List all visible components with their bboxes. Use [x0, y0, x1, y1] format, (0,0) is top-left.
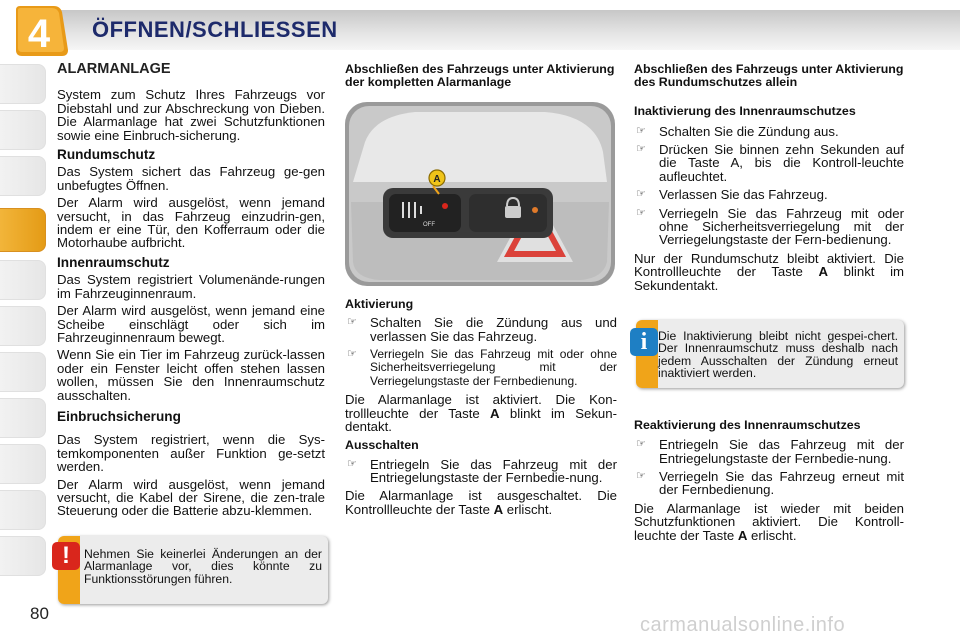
- pointing-hand-icon: ☞: [636, 188, 646, 201]
- section-heading: Abschließen des Fahrzeugs unter Aktivierung der kompletten Alarmanlage: [345, 62, 615, 90]
- paragraph: Die Alarmanlage ist ausgeschaltet. Die Kontrollleuchte der Taste A erlischt.: [345, 488, 617, 517]
- key-a-label: A: [433, 174, 441, 185]
- pointing-hand-icon: ☞: [347, 316, 357, 329]
- column-full-alarm-body: [345, 298, 617, 520]
- paragraph: Der Alarm wird ausgelöst, wenn jemand versucht, die Kabel der Sirene, die zen-trale Steuerung oder die Batterie abzu-klemmen.: [57, 476, 325, 519]
- subheading: Ausschalten: [345, 438, 419, 453]
- off-label: OFF: [423, 222, 435, 228]
- chapter-tab[interactable]: [0, 536, 46, 576]
- warning-note: [58, 536, 328, 604]
- paragraph: Der Alarm wird ausgelöst, wenn jemand eine Scheibe einschlägt oder sich im Fahrzeuginnenraum bewegt.: [57, 303, 325, 345]
- chapter-tab[interactable]: [0, 398, 46, 438]
- chapter-tab[interactable]: [0, 260, 46, 300]
- paragraph: Wenn Sie ein Tier im Fahrzeug zurück-lassen oder ein Fenster leicht offen stehen lassen wollen, müssen Sie den Innenraumschutz ausschalten.: [57, 347, 325, 403]
- paragraph: System zum Schutz Ihres Fahrzeugs vor Diebstahl und zur Abschreckung von Dieben. Die Alarmanlage hat zwei Schutzfunktionen sowie eine Einbruch-sicherung.: [57, 87, 325, 143]
- chapter-tab[interactable]: [0, 64, 46, 104]
- pointing-hand-icon: ☞: [636, 124, 646, 137]
- alarm-button-illustration: [345, 102, 615, 286]
- list-item: ☞ Drücken Sie binnen zehn Sekunden auf die Taste A, bis die Kontroll-leuchte aufleuchtet.: [636, 142, 904, 184]
- warning-text: Nehmen Sie keinerlei Änderungen an der Alarmanlage vor, dies könnte zu Funktionsstörungen führen.: [84, 547, 322, 586]
- list-item: ☞ Verlassen Sie das Fahrzeug.: [636, 187, 828, 203]
- column-perimeter-only: [634, 63, 904, 296]
- chapter-tab-active[interactable]: [0, 208, 46, 252]
- chapter-tab[interactable]: [0, 490, 46, 530]
- list-item: ☞ Schalten Sie die Zündung aus.: [636, 123, 839, 139]
- page-title: ÖFFNEN/SCHLIESSEN: [92, 17, 338, 42]
- watermark: carmanualsonline.info: [640, 614, 846, 636]
- pointing-hand-icon: ☞: [636, 206, 646, 219]
- pointing-hand-icon: ☞: [636, 470, 646, 483]
- info-icon: i: [630, 328, 658, 356]
- chapter-badge: [10, 2, 70, 60]
- paragraph: Die Alarmanlage ist aktiviert. Die Kon-trollleuchte der Taste A blinkt im Sekun-dentakt.: [345, 392, 617, 435]
- column-perimeter-reactivation: [634, 419, 904, 546]
- paragraph: Die Alarmanlage ist wieder mit beiden Schutzfunktionen aktiviert. Die Kontroll-leuchte der Taste A erlischt.: [634, 500, 904, 543]
- list-item: ☞ Schalten Sie die Zündung aus und verlassen Sie das Fahrzeug.: [347, 315, 617, 344]
- subheading: Rundumschutz: [57, 147, 156, 163]
- subheading: Reaktivierung des Innenraumschutzes: [634, 418, 861, 432]
- section-heading: Abschließen des Fahrzeugs unter Aktivierung des Rundumschutzes allein: [634, 62, 904, 90]
- chapter-number: 4: [27, 12, 51, 56]
- indicator-light: [442, 203, 448, 209]
- subheading: Innenraumschutz: [57, 254, 170, 270]
- list-item: ☞ Verriegeln Sie das Fahrzeug mit oder ohne Sicherheitsverriegelung mit der Verriegelungstaste der Fern-bedienung.: [636, 205, 904, 248]
- chapter-tab[interactable]: [0, 306, 46, 346]
- paragraph: Das System registriert, wenn die Sys-temkomponenten außer Funktion ge-setzt werden.: [57, 432, 325, 475]
- chapter-tab[interactable]: [0, 352, 46, 392]
- paragraph: Der Alarm wird ausgelöst, wenn jemand versucht, in das Fahrzeug einzudrin-gen, indem er eine Tür, den Kofferraum oder die Motorhaube aufbricht.: [57, 195, 325, 251]
- subheading: Einbruchsicherung: [57, 408, 181, 424]
- list-item: ☞ Entriegeln Sie das Fahrzeug mit der Entriegelungstaste der Fernbedie-nung.: [636, 437, 904, 466]
- pointing-hand-icon: ☞: [636, 438, 646, 451]
- header-bar: [0, 0, 960, 56]
- info-note: [636, 320, 904, 388]
- chapter-tab[interactable]: [0, 110, 46, 150]
- column-full-alarm: [345, 63, 617, 89]
- list-item: ☞ Verriegeln Sie das Fahrzeug mit oder ohne Sicherheitsverriegelung mit der Verriegelungstaste der Fernbedienung.: [347, 347, 617, 388]
- pointing-hand-icon: ☞: [347, 348, 357, 361]
- chapter-tab[interactable]: [0, 156, 46, 196]
- section-heading: ALARMANLAGE: [57, 61, 171, 77]
- paragraph: Das System sichert das Fahrzeug ge-gen unbefugtes Öffnen.: [57, 164, 325, 193]
- chapter-tab[interactable]: [0, 444, 46, 484]
- subheading: Inaktivierung des Innenraumschutzes: [634, 104, 856, 119]
- warning-icon: !: [52, 542, 80, 570]
- pointing-hand-icon: ☞: [347, 457, 357, 470]
- list-item: ☞ Verriegeln Sie das Fahrzeug erneut mit der Fernbedienung.: [636, 469, 904, 498]
- list-item: ☞ Entriegeln Sie das Fahrzeug mit der Entriegelungstaste der Fernbedie-nung.: [347, 456, 617, 486]
- column-alarm-overview: [57, 63, 325, 522]
- paragraph: Das System registriert Volumenände-rungen im Fahrzeuginnenraum.: [57, 272, 325, 301]
- pointing-hand-icon: ☞: [636, 143, 646, 156]
- subheading: Aktivierung: [345, 297, 414, 311]
- paragraph: Nur der Rundumschutz bleibt aktiviert. Die Kontrollleuchte der Taste A blinkt im Sekundentakt.: [634, 250, 905, 293]
- page-number: 80: [30, 604, 49, 623]
- info-text: Die Inaktivierung bleibt nicht gespei-chert. Der Innenraumschutz muss deshalb nach jedem Ausschalten der Zündung erneut inaktiviert werden.: [658, 329, 898, 381]
